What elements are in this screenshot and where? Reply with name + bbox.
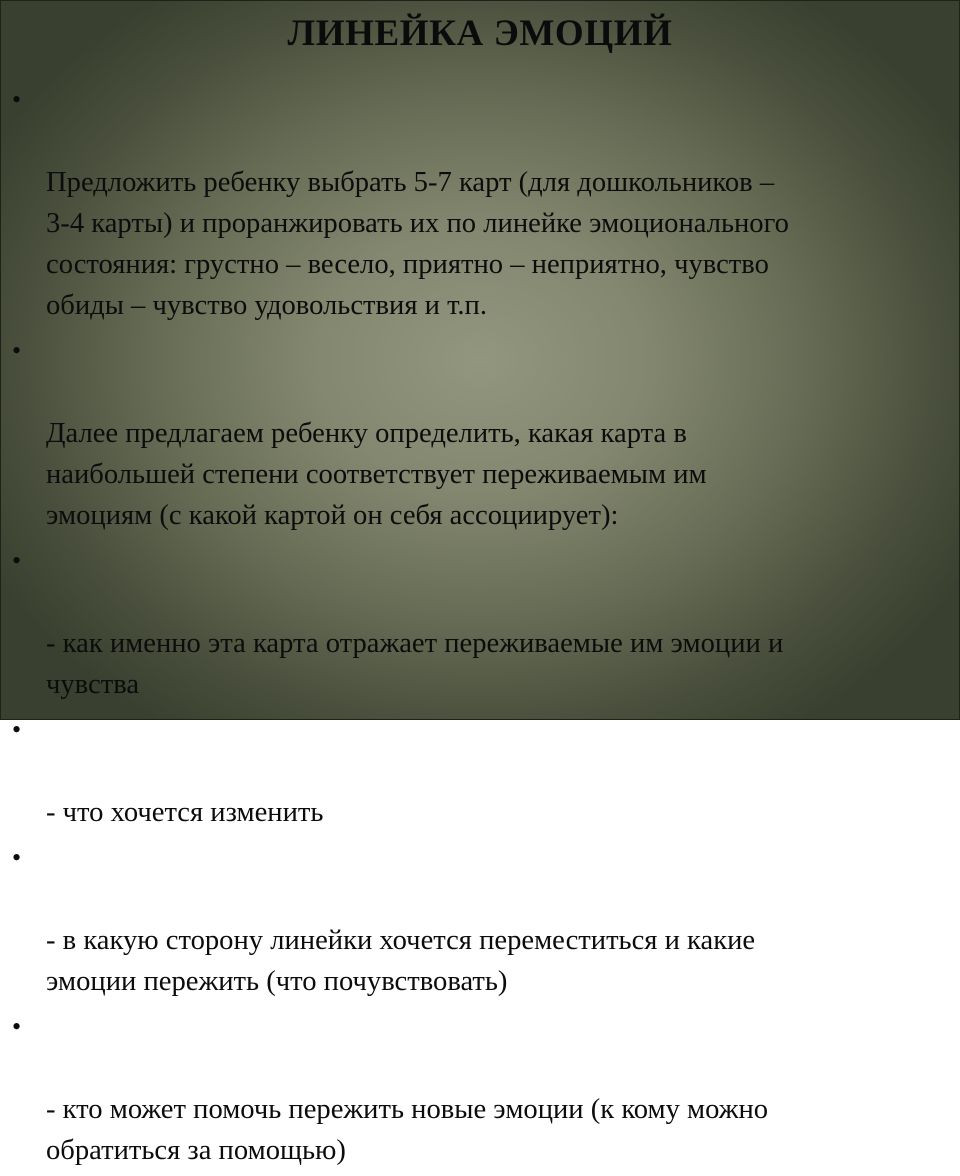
bullet-list (9, 80, 955, 1176)
bullet-item (9, 710, 955, 833)
bullet-dot-icon: • (12, 843, 22, 872)
bullet-item (9, 541, 955, 705)
bullet-dot-icon: • (12, 1012, 22, 1041)
bullet-text: - что хочется изменить (46, 797, 324, 828)
bullet-text: Далее предлагаем ребенку определить, какая карта в наибольшей степени соответствует переживаемым им эмоциям (с какой картой он себя ассоциирует): (46, 418, 707, 531)
bullet-text: - в какую сторону линейки хочется переместиться и какие эмоции пережить (что почувствовать) (46, 925, 756, 997)
bullet-text: Предложить ребенку выбрать 5-7 карт (для дошкольников – 3-4 карты) и проранжировать их по линейке эмоционального состояния: грустно – весело, приятно – неприятно, чувство обиды – чувство удовольствия и т.п. (46, 167, 789, 321)
bullet-text: - как именно эта карта отражает переживаемые им эмоции и чувства (46, 628, 784, 700)
bullet-dot-icon: • (12, 85, 22, 114)
bullet-dot-icon: • (12, 546, 22, 575)
slide-title: ЛИНЕЙКА ЭМОЦИЙ (287, 13, 673, 54)
bullet-item (9, 331, 955, 536)
bullet-item (9, 80, 955, 326)
bullet-text: - кто может помочь пережить новые эмоции (к кому можно обратиться за помощью) (46, 1094, 769, 1166)
bullet-item (9, 838, 955, 1002)
bullet-dot-icon: • (12, 715, 22, 744)
bullet-dot-icon: • (12, 336, 22, 365)
bullet-item (9, 1007, 955, 1171)
